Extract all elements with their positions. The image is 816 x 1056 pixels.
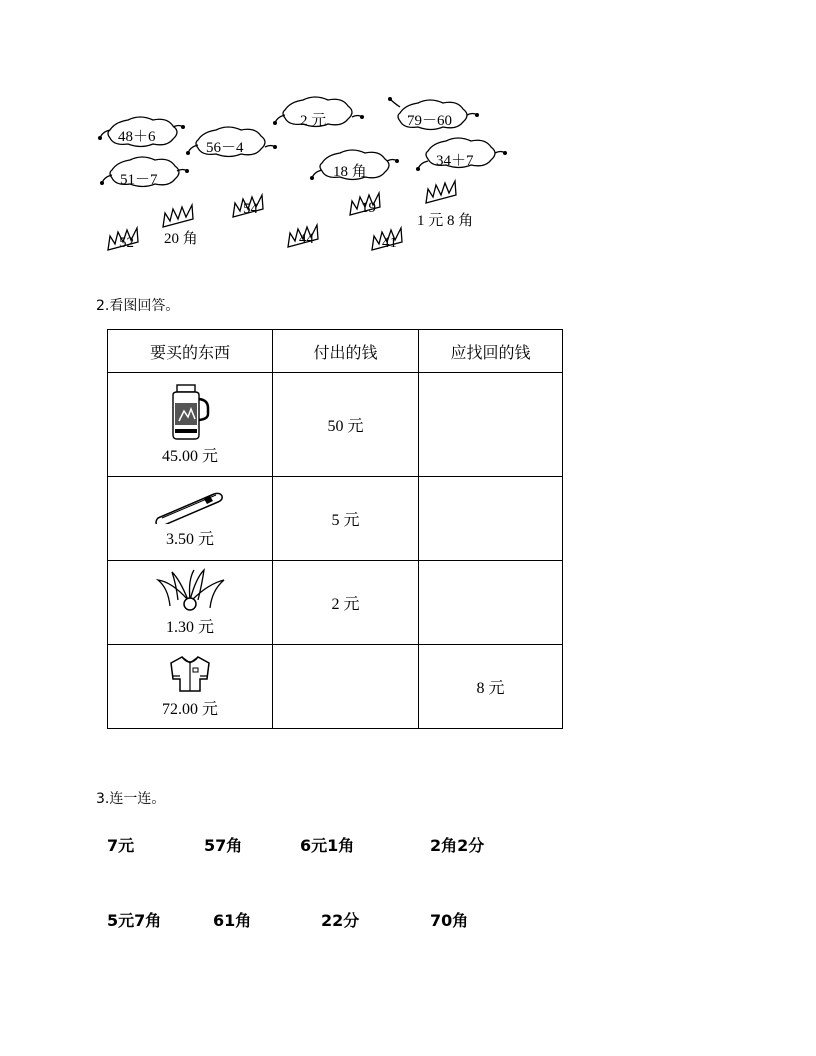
paid-cell: 2 元 — [273, 561, 419, 645]
header-paid: 付出的钱 — [273, 330, 419, 373]
expr-7: 34＋7 — [436, 153, 474, 169]
match-top-1[interactable]: 7元 — [107, 836, 135, 855]
match-bottom-4[interactable]: 70角 — [430, 911, 469, 930]
paid-cell: 5 元 — [273, 477, 419, 561]
table-row — [108, 561, 563, 645]
answer-5: 44 — [299, 231, 314, 247]
change-cell: 8 元 — [419, 645, 563, 729]
thermos-icon — [168, 383, 212, 441]
bugs-and-grass-illustration — [90, 95, 530, 260]
answer-2: 19 — [361, 200, 376, 216]
match-bottom-1[interactable]: 5元7角 — [107, 911, 162, 930]
item-cell — [108, 477, 273, 561]
item-cell — [108, 645, 273, 729]
expr-5: 51－7 — [120, 172, 158, 188]
answer-7: 1 元 8 角 — [417, 213, 474, 229]
header-item: 要买的东西 — [108, 330, 273, 373]
table-header-row — [108, 330, 563, 373]
table-row — [108, 373, 563, 477]
section2-title: 2.看图回答。 — [96, 298, 180, 314]
expr-2: 2 元 — [300, 113, 327, 129]
table-row — [108, 645, 563, 729]
shuttlecock-icon — [154, 568, 226, 612]
change-table — [107, 329, 563, 729]
expr-3: 79－60 — [407, 113, 453, 129]
shirt-icon — [168, 654, 212, 694]
paid-answer-cell[interactable] — [273, 645, 419, 729]
change-answer-cell[interactable] — [419, 561, 563, 645]
answer-1: 54 — [243, 201, 258, 217]
answer-4: 20 角 — [164, 231, 198, 247]
item-price: 1.30 元 — [165, 619, 214, 636]
item-price: 3.50 元 — [165, 531, 214, 548]
answer-3: 52 — [119, 235, 134, 251]
expr-1: 48＋6 — [118, 129, 156, 145]
section3-title: 3.连一连。 — [96, 791, 166, 807]
expr-4: 56－4 — [206, 140, 244, 156]
item-price: 45.00 元 — [161, 448, 218, 465]
match-top-4[interactable]: 2角2分 — [430, 836, 485, 855]
header-change: 应找回的钱 — [419, 330, 563, 373]
match-bottom-3[interactable]: 22分 — [321, 911, 360, 930]
change-answer-cell[interactable] — [419, 477, 563, 561]
expr-6: 18 角 — [333, 164, 367, 180]
matching-figure — [90, 95, 530, 260]
match-top-2[interactable]: 57角 — [204, 836, 243, 855]
pen-icon — [154, 488, 226, 524]
change-answer-cell[interactable] — [419, 373, 563, 477]
table-row — [108, 477, 563, 561]
match-bottom-2[interactable]: 61角 — [213, 911, 252, 930]
paid-cell: 50 元 — [273, 373, 419, 477]
item-cell — [108, 373, 273, 477]
item-price: 72.00 元 — [161, 701, 218, 718]
answer-6: 41 — [382, 235, 397, 251]
match-top-3[interactable]: 6元1角 — [300, 836, 355, 855]
item-cell — [108, 561, 273, 645]
